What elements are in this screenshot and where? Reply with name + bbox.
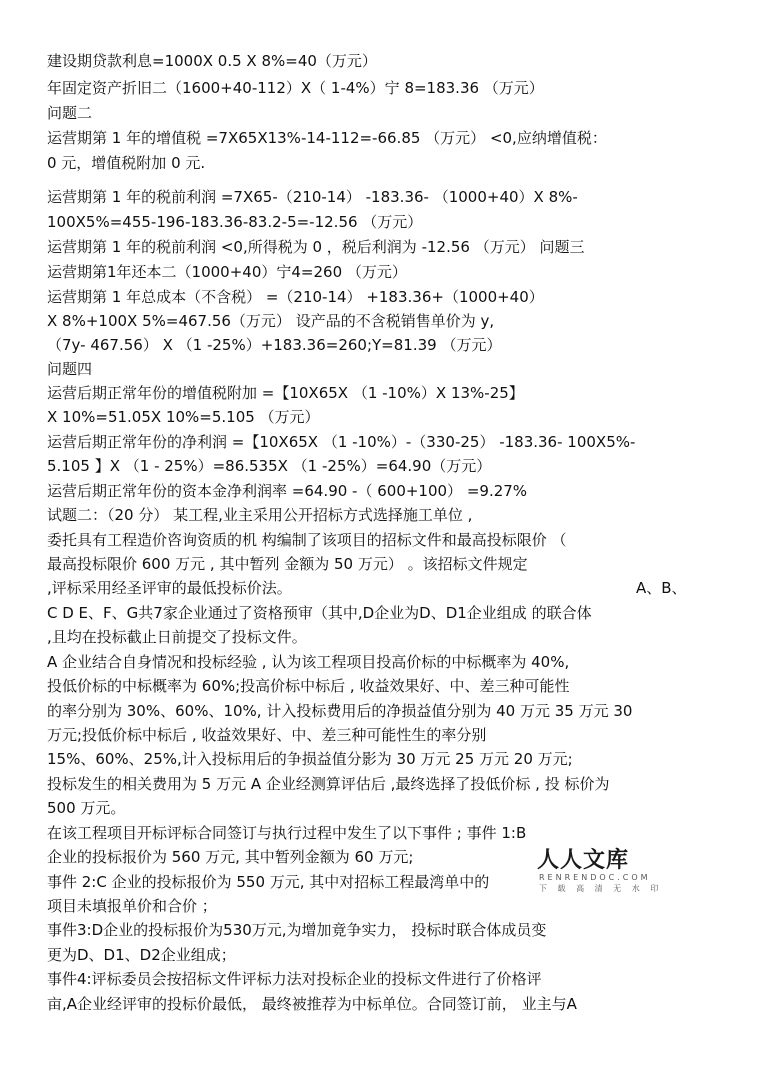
text-line: 更为D、D1、D2企业组成； [47, 946, 236, 964]
text-line: 运营期第 1 年的税前利润 =7X65-（210-14） -183.36- （1000+40）X 8%- [47, 188, 578, 206]
question-heading: 试题二：（20 分） 某工程,业主采用公开招标方式选择施工单位 , [47, 506, 473, 524]
text-line: 项目未填报单价和合价 ； [47, 897, 217, 915]
text-line: 事件3:D企业的投标报价为530万元,为增加竟争实力， 投标时联合体成员变 [47, 921, 547, 939]
text-line: C D E、F、G共7家企业通过了资格预审（其中,D企业为D、D1企业组成 的联合体 [47, 604, 592, 622]
watermark-url: RENRENDOC.COM [539, 873, 651, 882]
text-line: 的率分别为 30%、60%、10%, 计入投标费用后的净损益值分别为 40 万元 35 万元 30 [47, 702, 633, 720]
text-line-right: A、B、 [636, 579, 687, 597]
text-line: 委托具有工程造价咨询资质的机 构编制了该项目的招标文件和最高投标限价 （ [47, 531, 567, 549]
text-line: 投标发生的相关费用为 5 万元 A 企业经测算评估后 ,最终选择了投低价标 , 投 标价为 [47, 775, 610, 793]
text-line: 万元;投低价标中标后 , 收益效果好、中、差三种可能性生的率分别 [47, 726, 487, 744]
text-line: 事件 2:C 企业的投标报价为 550 万元, 其中对招标工程最湾单中的 [47, 873, 490, 891]
text-line: 运营期第 1 年总成本（不含税） =（210-14） +183.36+（1000+40） [47, 288, 544, 306]
text-line: 最高投标限价 600 万元 , 其中暂列 金额为 50 万元） 。该招标文件规定 [47, 555, 528, 573]
text-line: 500 万元。 [47, 799, 126, 817]
text-line: 运营期第 1 年的税前利润 <0,所得税为 0 ，税后利润为 -12.56 （万元） 问题三 [47, 238, 585, 256]
text-line: 事件4:评标委员会按招标文件评标力法对投标企业的投标文件进行了价格评 [47, 970, 542, 988]
text-line: 15%、60%、25%,计入投标用后的争损益值分影为 30 万元 25 万元 20 万元; [47, 750, 573, 768]
watermark-title: 人人文库 [537, 847, 630, 873]
text-line: 企业的投标报价为 560 万元, 其中暂列金额为 60 万元; [47, 848, 414, 866]
section-heading: 问题四 [47, 360, 93, 378]
watermark-logo [537, 843, 663, 893]
text-line: 投低价标的中标概率为 60%;投高价标中标后 , 收益效果好、中、差三种可能性 [47, 677, 570, 695]
text-line: 运营后期正常年份的增值税附加 =【10X65X （1 -10%）X 13%-25】 [47, 384, 524, 402]
text-line: 运营期第 1 年的增值税 =7X65X13%-14-112=-66.85 （万元） <0,应纳增值税： [47, 129, 607, 147]
text-line: 运营后期正常年份的净利润 =【10X65X （1 -10%）-（330-25） -183.36- 100X5%- [47, 433, 636, 451]
text-line: X 10%=51.05X 10%=5.105 （万元） [47, 408, 320, 426]
text-line: 亩,A企业经评审的投标价最低， 最终被推荐为中标单位。合同签订前， 业主与A [47, 995, 577, 1013]
text-line: ,评标采用经圣评审的最低投标价法。 [47, 579, 292, 597]
text-line: 年固定资产折旧二（1600+40-112）X（ 1-4%）宁 8=183.36 （万元） [47, 79, 544, 97]
text-line: 建设期贷款利息=1000X 0.5 X 8%=40（万元） [47, 52, 377, 70]
text-line: ,且均在投标截止日前提交了投标文件。 [47, 628, 307, 646]
section-heading: 问题二 [47, 104, 93, 122]
text-line: 100X5%=455-196-183.36-83.2-5=-12.56 （万元） [47, 213, 423, 231]
text-line: （7y- 467.56） X （1 -25%）+183.36=260;Y=81.39 （万元） [47, 336, 502, 354]
text-line: A 企业结合自身情况和投标经验 , 认为该工程项目投高价标的中标概率为 40%, [47, 653, 570, 671]
text-line: 5.105 】X （1 - 25%）=86.535X （1 -25%）=64.90（万元） [47, 457, 492, 475]
text-line: X 8%+100X 5%=467.56（万元） 设产品的不含税销售单价为 y, [47, 312, 495, 330]
text-line: 运营期第1年还本二（1000+40）宁4=260 （万元） [47, 263, 407, 281]
watermark-caption: 下 载 高 清 无 水 印 [539, 884, 663, 893]
text-line: 在该工程项目开标评标合同签订与执行过程中发生了以下事件 ; 事件 1:B [47, 824, 527, 842]
text-line: 运营后期正常年份的资本金净利润率 =64.90 -（ 600+100） =9.27% [47, 482, 528, 500]
text-line: 0 元，增值税附加 0 元. [47, 154, 206, 172]
